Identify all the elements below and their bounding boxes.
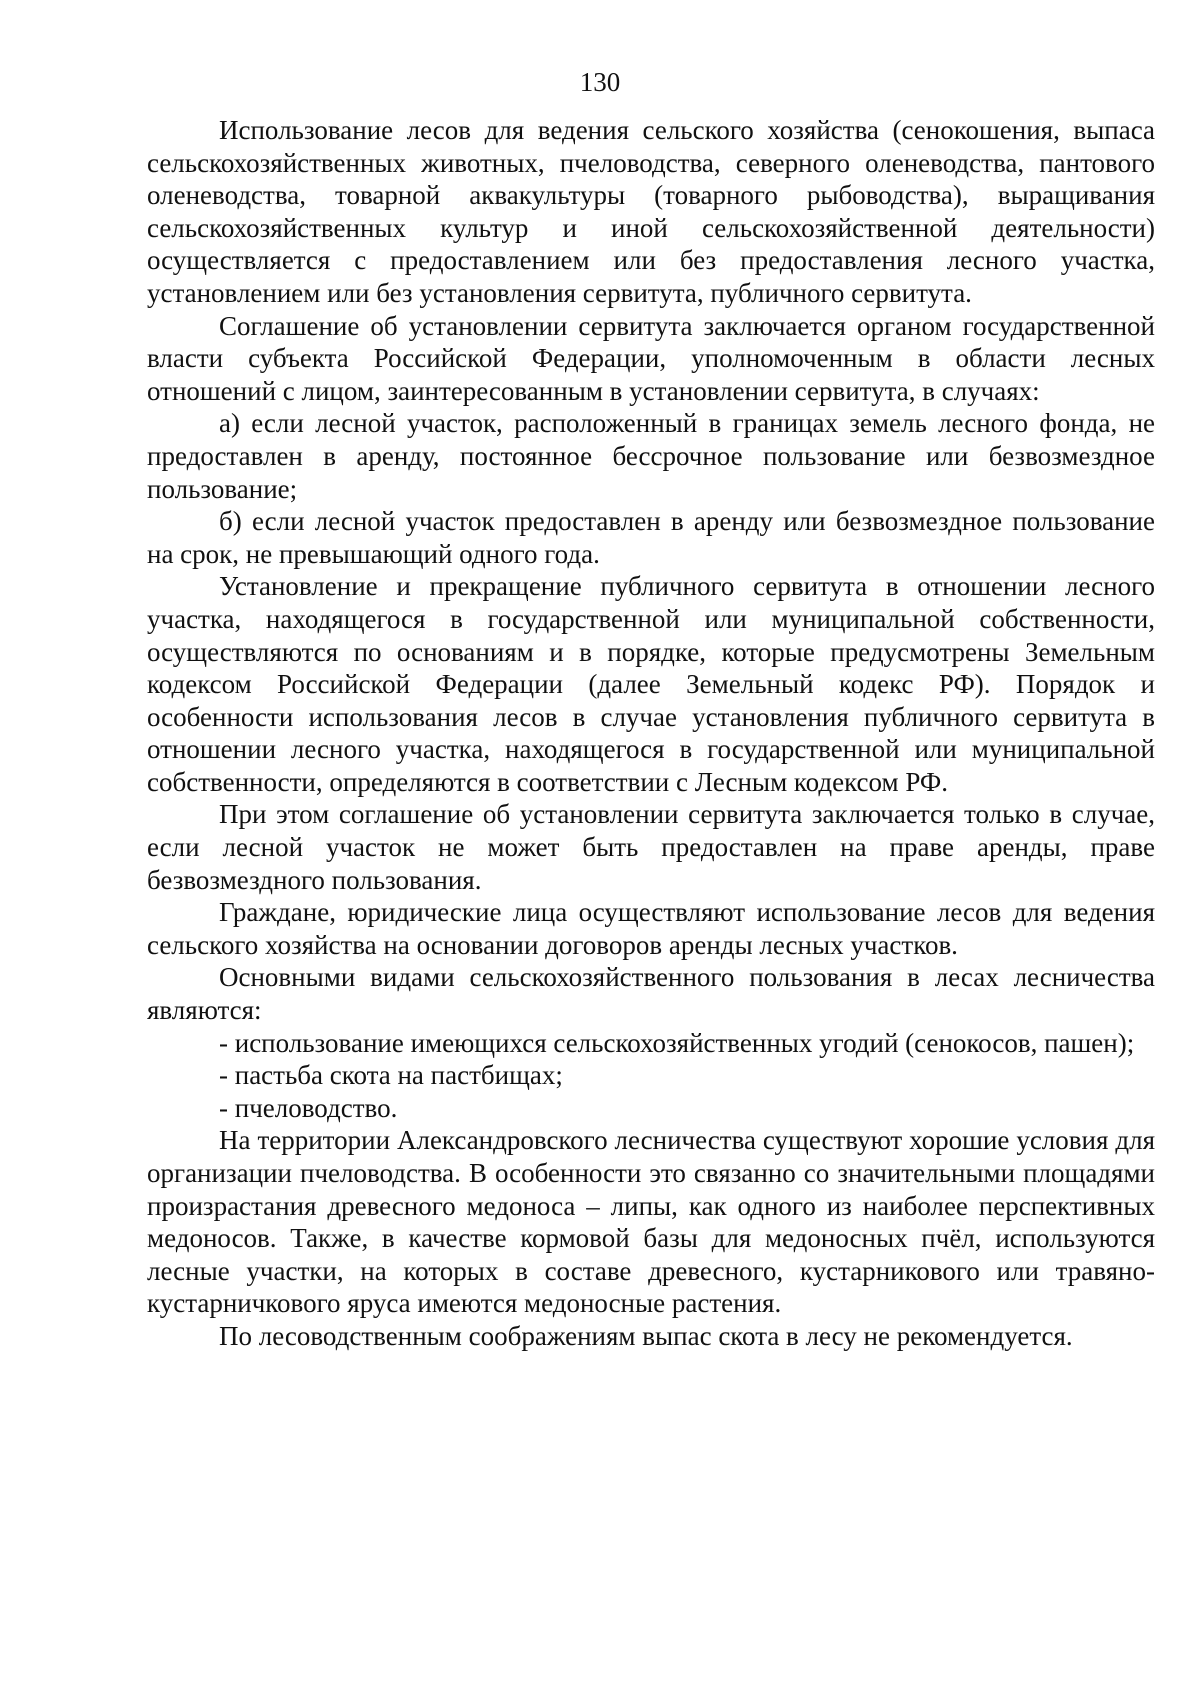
paragraph-lease-basis: Граждане, юридические лица осуществляют использование лесов для ведения сельского хозяйства на основании договоров аренды лесных участков. (147, 897, 1155, 960)
paragraph-main-uses: Основными видами сельскохозяйственного пользования в лесах лесничества являются: (147, 962, 1155, 1026)
list-item-beekeeping: - пчеловодство. (219, 1092, 398, 1123)
document-body (147, 114, 1155, 1353)
paragraph-agriculture-use: Использование лесов для ведения сельского хозяйства (сенокошения, выпаса сельскохозяйственных животных, пчеловодства, северного оленеводства, пантового оленеводства, товарной аквакультуры (товарного рыбоводства), выращивания сельскохозяйственных культур и иной сельскохозяйственной деятельности) осуществляется с предоставлением или без предоставления лесного участка, установлением или без установления сервитута, публичного сервитута. (147, 115, 1155, 308)
paragraph-case-a: а) если лесной участок, расположенный в границах земель лесного фонда, не предоставлен в аренду, постоянное бессрочное пользование или безвозмездное пользование; (147, 408, 1155, 504)
paragraph-grazing-not-recommended: По лесоводственным соображениям выпас скота в лесу не рекомендуется. (219, 1320, 1073, 1351)
paragraph-beekeeping-conditions: На территории Александровского лесничества существуют хорошие условия для организации пчеловодства. В особенности это связанно со значительными площадями произрастания древесного медоноса – липы, как одного из наиболее перспективных медоносов. Также, в качестве кормовой базы для медоносных пчёл, используются лесные участки, на которых в составе древесного, кустарникового или травяно-кустарничкового яруса имеются медоносные растения. (147, 1125, 1155, 1319)
paragraph-public-servitude: Установление и прекращение публичного сервитута в отношении лесного участка, находящегося в государственной или муниципальной собственности, осуществляются по основаниям и в порядке, которые предусмотрены Земельным кодексом Российской Федерации (далее Земельный кодекс РФ). Порядок и особенности использования лесов в случае установления публичного сервитута в отношении лесного участка, находящегося в государственной или муниципальной собственности, определяются в соответствии с Лесным кодексом РФ. (147, 571, 1155, 797)
paragraph-servitude-agreement: Соглашение об установлении сервитута заключается органом государственной власти субъекта Российской Федерации, уполномоченным в области лесных отношений с лицом, заинтересованным в установлении сервитута, в случаях: (147, 310, 1155, 406)
page-number: 130 (579, 67, 621, 97)
paragraph-servitude-condition: При этом соглашение об установлении сервитута заключается только в случае, если лесной участок не может быть предоставлен на праве аренды, праве безвозмездного пользования. (147, 799, 1155, 895)
list-item-grazing: - пастьба скота на пастбищах; (219, 1060, 563, 1091)
list-item-lands: - использование имеющихся сельскохозяйственных угодий (сенокосов, пашен); (219, 1027, 1135, 1058)
paragraph-case-b: б) если лесной участок предоставлен в аренду или безвозмездное пользование на срок, не превышающий одного года. (147, 506, 1155, 569)
